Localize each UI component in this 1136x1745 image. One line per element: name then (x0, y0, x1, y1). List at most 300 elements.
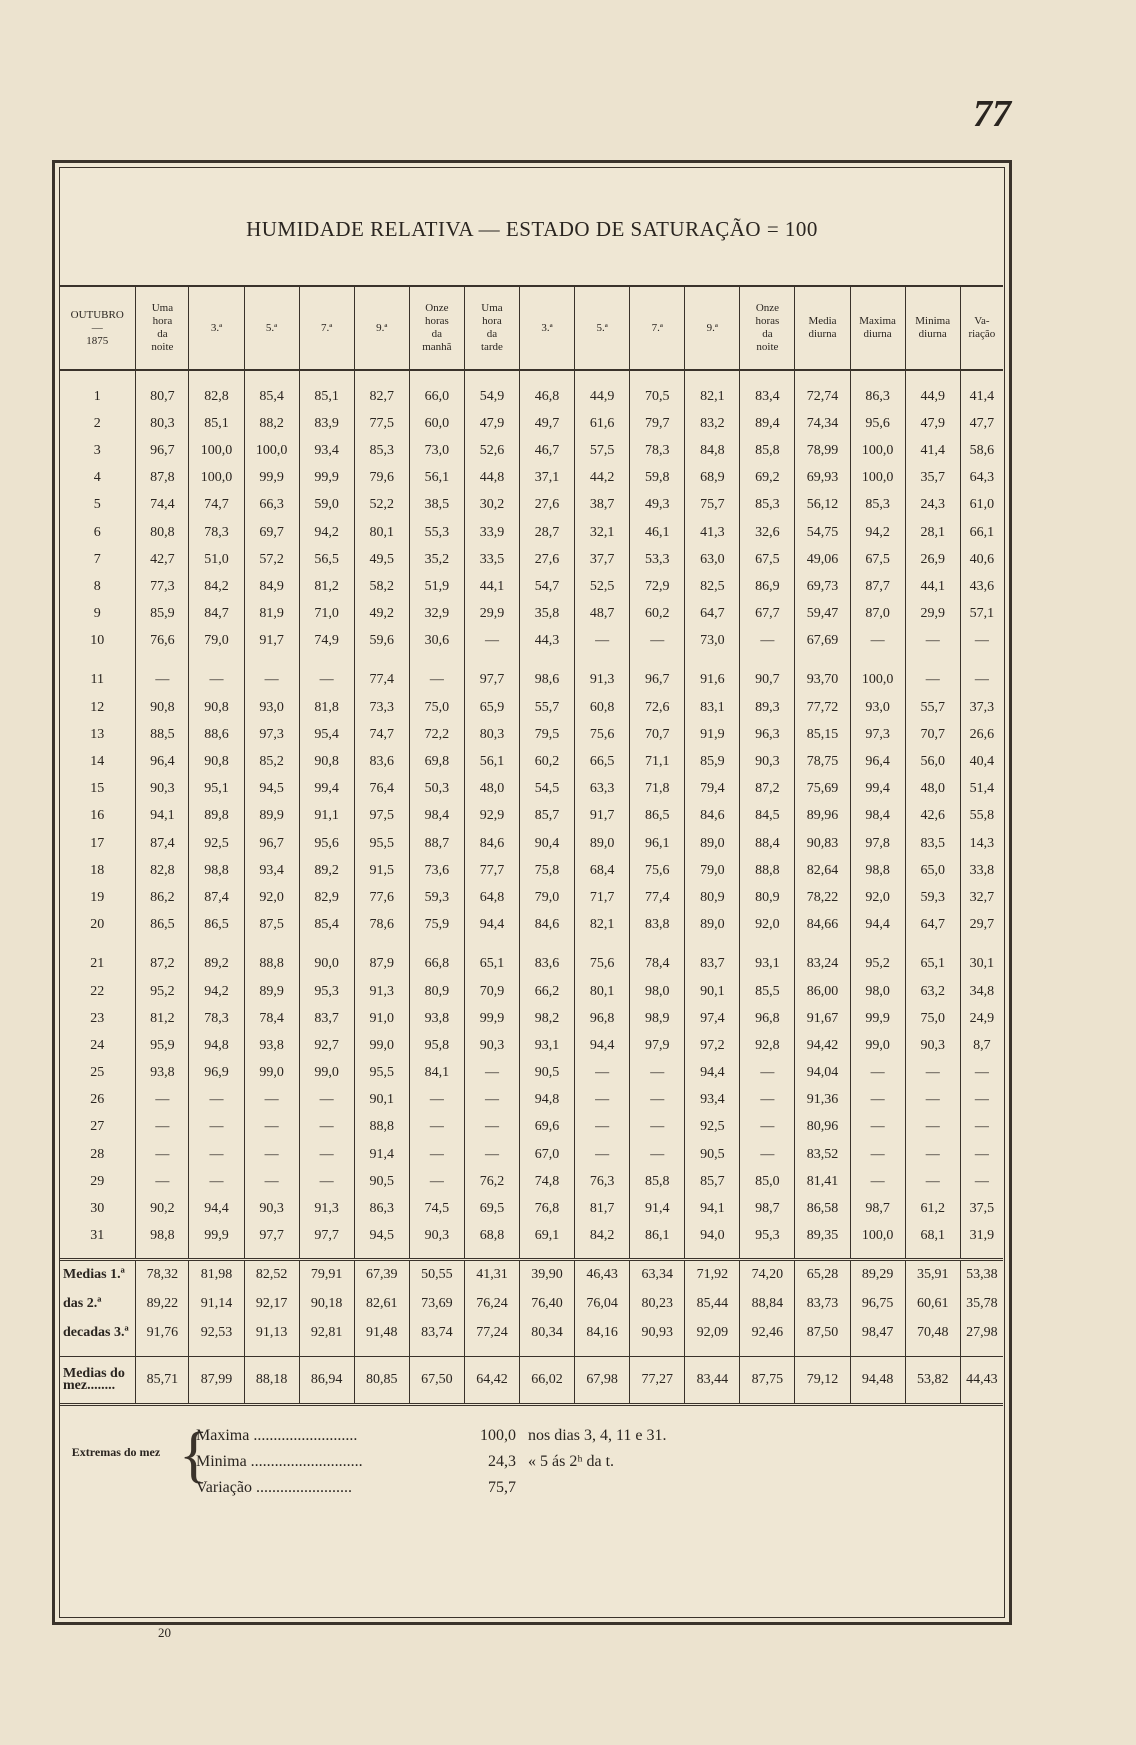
decade-label: Medias 1.ª (63, 1267, 125, 1283)
value-cell: 94,1 (685, 1195, 740, 1222)
day-cell: 5 (93, 497, 101, 513)
value-cell: 89,29 (850, 1259, 905, 1290)
value-cell: 85,8 (630, 1168, 685, 1195)
column-header-line: Uma (481, 302, 503, 314)
value-cell: 53,82 (905, 1356, 960, 1404)
value-cell: 96,7 (136, 437, 189, 464)
value-cell: 100,0 (850, 437, 905, 464)
value-cell: 98,8 (189, 857, 244, 884)
value-cell: 95,2 (136, 978, 189, 1005)
value-cell: 32,6 (740, 519, 795, 546)
column-header-line: Onze (755, 302, 780, 314)
value-cell: — (905, 628, 960, 655)
value-cell: 94,4 (575, 1032, 630, 1059)
value-cell: 73,69 (409, 1290, 464, 1319)
value-cell: 30,2 (464, 492, 519, 519)
column-header-line: Minima (915, 315, 951, 327)
value-cell: 78,4 (630, 951, 685, 978)
value-cell: 97,3 (244, 721, 299, 748)
value-cell: 44,3 (520, 628, 575, 655)
column-header (630, 286, 685, 370)
value-cell: 86,3 (354, 1195, 409, 1222)
value-cell: 84,5 (740, 803, 795, 830)
table-row (59, 383, 1003, 410)
day-cell: 4 (93, 470, 101, 486)
value-cell: 70,7 (905, 721, 960, 748)
value-cell: 94,5 (354, 1223, 409, 1250)
value-cell: — (409, 1087, 464, 1114)
value-cell: 92,8 (740, 1032, 795, 1059)
value-cell: 90,18 (299, 1290, 354, 1319)
value-cell: 80,3 (136, 410, 189, 437)
value-cell: 60,61 (905, 1290, 960, 1319)
value-cell: 90,5 (520, 1060, 575, 1087)
value-cell: 52,2 (354, 492, 409, 519)
value-cell: 85,15 (795, 721, 850, 748)
value-cell: 77,7 (464, 857, 519, 884)
value-cell: 98,7 (740, 1195, 795, 1222)
value-cell: 65,1 (905, 951, 960, 978)
value-cell: 37,1 (520, 465, 575, 492)
value-cell: 80,8 (136, 519, 189, 546)
column-header-line: horas (755, 315, 780, 327)
value-cell: 60,8 (575, 694, 630, 721)
table-row (59, 1005, 1003, 1032)
value-cell: 77,24 (464, 1319, 519, 1348)
value-cell: 82,9 (299, 884, 354, 911)
value-cell: 63,2 (905, 978, 960, 1005)
value-cell: 82,52 (244, 1259, 299, 1290)
value-cell: 97,4 (685, 1005, 740, 1032)
value-cell: 29,9 (905, 601, 960, 628)
column-header-line: 7.ª (651, 321, 663, 334)
value-cell: 99,0 (354, 1032, 409, 1059)
value-cell: 77,3 (136, 573, 189, 600)
value-cell: 94,8 (189, 1032, 244, 1059)
value-cell: 89,0 (685, 830, 740, 857)
table-row (59, 437, 1003, 464)
value-cell: — (299, 1168, 354, 1195)
value-cell: 66,5 (575, 748, 630, 775)
value-cell: 97,8 (850, 830, 905, 857)
value-cell: 87,7 (850, 573, 905, 600)
value-cell: — (189, 1168, 244, 1195)
value-cell: 83,5 (905, 830, 960, 857)
value-cell: 78,32 (136, 1259, 189, 1290)
column-header-line: Maxima (859, 315, 896, 327)
value-cell: 40,4 (960, 748, 1003, 775)
value-cell: 95,3 (740, 1223, 795, 1250)
value-cell: 84,2 (575, 1223, 630, 1250)
value-cell: 76,24 (464, 1290, 519, 1319)
value-cell: 32,9 (409, 601, 464, 628)
value-cell: 82,61 (354, 1290, 409, 1319)
value-cell: — (630, 1087, 685, 1114)
value-cell: 91,7 (244, 628, 299, 655)
value-cell: 69,6 (520, 1114, 575, 1141)
value-cell: 96,4 (850, 748, 905, 775)
value-cell: — (960, 1087, 1003, 1114)
value-cell: 95,6 (850, 410, 905, 437)
value-cell: 76,40 (520, 1290, 575, 1319)
value-cell: — (575, 1114, 630, 1141)
value-cell: 88,6 (189, 721, 244, 748)
value-cell: 85,2 (244, 748, 299, 775)
value-cell: — (464, 1141, 519, 1168)
value-cell: — (244, 1141, 299, 1168)
value-cell: 84,1 (409, 1060, 464, 1087)
day-cell: 21 (90, 956, 105, 972)
value-cell: — (960, 1168, 1003, 1195)
value-cell: — (740, 1087, 795, 1114)
value-cell: 77,4 (630, 884, 685, 911)
day-cell: 22 (90, 983, 105, 999)
value-cell: 33,9 (464, 519, 519, 546)
value-cell: 26,9 (905, 546, 960, 573)
value-cell: — (960, 1141, 1003, 1168)
value-cell: — (244, 667, 299, 694)
value-cell: 83,52 (795, 1141, 850, 1168)
value-cell: 35,91 (905, 1259, 960, 1290)
value-cell: 27,6 (520, 546, 575, 573)
column-header-line: 1875 (86, 334, 109, 347)
value-cell: 87,4 (189, 884, 244, 911)
value-cell: 49,2 (354, 601, 409, 628)
value-cell: 93,8 (136, 1060, 189, 1087)
value-cell: — (630, 1114, 685, 1141)
value-cell: 79,12 (795, 1356, 850, 1404)
value-cell: 34,8 (960, 978, 1003, 1005)
column-header (520, 286, 575, 370)
value-cell: 52,6 (464, 437, 519, 464)
column-header-line: 5.ª (596, 321, 608, 334)
column-header-line: Onze (425, 302, 449, 314)
value-cell: 51,9 (409, 573, 464, 600)
value-cell: 75,7 (685, 492, 740, 519)
value-cell: 65,28 (795, 1259, 850, 1290)
value-cell: 30,1 (960, 951, 1003, 978)
value-cell: 49,06 (795, 546, 850, 573)
value-cell: 41,3 (685, 519, 740, 546)
value-cell: 89,0 (685, 912, 740, 939)
table-row (59, 573, 1003, 600)
value-cell: 51,0 (189, 546, 244, 573)
extreme-max: Maxima .......................... 100,0 nos dias 3, 4, 11 e 31. (196, 1427, 667, 1444)
value-cell: 86,5 (189, 912, 244, 939)
value-cell: 50,55 (409, 1259, 464, 1290)
value-cell: 95,3 (299, 978, 354, 1005)
value-cell: 80,23 (630, 1290, 685, 1319)
value-cell: 98,6 (520, 667, 575, 694)
table-row (59, 1060, 1003, 1087)
column-header-line: hora (482, 315, 502, 327)
value-cell: 73,3 (354, 694, 409, 721)
value-cell: 93,70 (795, 667, 850, 694)
decade-ordinal: 1.ª (110, 1267, 125, 1283)
value-cell: 27,6 (520, 492, 575, 519)
value-cell: 90,8 (136, 694, 189, 721)
value-cell: 85,7 (685, 1168, 740, 1195)
value-cell: 94,4 (850, 912, 905, 939)
value-cell: 92,0 (244, 884, 299, 911)
column-header-line: hora (152, 315, 173, 327)
value-cell: 66,3 (244, 492, 299, 519)
column-header-line: 7.ª (321, 321, 333, 334)
value-cell: 78,3 (189, 1005, 244, 1032)
value-cell: 44,8 (464, 465, 519, 492)
value-cell: 68,8 (464, 1223, 519, 1250)
table-row (59, 830, 1003, 857)
value-cell: 69,2 (740, 465, 795, 492)
value-cell: 83,9 (299, 410, 354, 437)
value-cell: 76,2 (464, 1168, 519, 1195)
value-cell: 93,0 (850, 694, 905, 721)
decade-row (59, 1259, 1003, 1290)
value-cell: 67,98 (575, 1356, 630, 1404)
value-cell: 94,2 (299, 519, 354, 546)
month-mean-row (59, 1356, 1003, 1404)
value-cell: 81,9 (244, 601, 299, 628)
value-cell: 99,4 (850, 776, 905, 803)
value-cell: 89,9 (244, 978, 299, 1005)
column-header-line: noite (151, 341, 174, 353)
day-cell: 7 (93, 551, 101, 567)
day-cell: 29 (90, 1173, 105, 1189)
value-cell: 95,2 (850, 951, 905, 978)
value-cell: 66,8 (409, 951, 464, 978)
value-cell: — (575, 1141, 630, 1168)
value-cell: 86,1 (630, 1223, 685, 1250)
value-cell: 70,9 (464, 978, 519, 1005)
day-cell: 2 (93, 415, 101, 431)
value-cell: 76,6 (136, 628, 189, 655)
value-cell: 90,3 (464, 1032, 519, 1059)
value-cell: 59,8 (630, 465, 685, 492)
extreme-variation: Variação ........................ 75,7 (196, 1479, 516, 1496)
value-cell: 91,36 (795, 1087, 850, 1114)
value-cell: 78,75 (795, 748, 850, 775)
value-cell: 84,9 (244, 573, 299, 600)
value-cell: 96,9 (189, 1060, 244, 1087)
value-cell: 35,8 (520, 601, 575, 628)
day-cell: 23 (90, 1010, 105, 1026)
value-cell: 54,7 (520, 573, 575, 600)
table-row (59, 546, 1003, 573)
value-cell: 71,0 (299, 601, 354, 628)
value-cell: 57,2 (244, 546, 299, 573)
value-cell: 44,2 (575, 465, 630, 492)
value-cell: 98,8 (850, 857, 905, 884)
value-cell: 100,0 (850, 465, 905, 492)
value-cell: 81,7 (575, 1195, 630, 1222)
value-cell: 94,4 (685, 1060, 740, 1087)
value-cell: 83,7 (685, 951, 740, 978)
value-cell: 75,0 (409, 694, 464, 721)
value-cell: 94,8 (520, 1087, 575, 1114)
value-cell: 89,35 (795, 1223, 850, 1250)
value-cell: 96,75 (850, 1290, 905, 1319)
value-cell: 85,71 (136, 1356, 189, 1404)
value-cell: 85,8 (740, 437, 795, 464)
value-cell: 80,9 (409, 978, 464, 1005)
value-cell: — (409, 1168, 464, 1195)
table-row (59, 1195, 1003, 1222)
value-cell: 66,02 (520, 1356, 575, 1404)
column-header-line: OUTUBRO (70, 308, 124, 321)
value-cell: 72,2 (409, 721, 464, 748)
table-frame (52, 160, 1012, 1625)
value-cell: 74,7 (189, 492, 244, 519)
value-cell: 76,8 (520, 1195, 575, 1222)
value-cell: 79,91 (299, 1259, 354, 1290)
value-cell: 73,6 (409, 857, 464, 884)
table-body (59, 370, 1003, 1404)
value-cell: 84,6 (520, 912, 575, 939)
value-cell: 69,93 (795, 465, 850, 492)
value-cell: 97,5 (354, 803, 409, 830)
value-cell: 89,2 (299, 857, 354, 884)
value-cell: — (960, 667, 1003, 694)
value-cell: 75,0 (905, 1005, 960, 1032)
value-cell: 71,92 (685, 1259, 740, 1290)
value-cell: 99,9 (464, 1005, 519, 1032)
value-cell: 93,4 (244, 857, 299, 884)
value-cell: 85,3 (354, 437, 409, 464)
table-row (59, 410, 1003, 437)
value-cell: 99,0 (244, 1060, 299, 1087)
day-cell: 27 (90, 1119, 105, 1135)
column-header-line: da (486, 328, 498, 340)
value-cell: 52,5 (575, 573, 630, 600)
value-cell: 85,9 (685, 748, 740, 775)
day-cell: 28 (90, 1146, 105, 1162)
value-cell: 59,3 (905, 884, 960, 911)
column-header-line: 3.ª (541, 321, 553, 334)
value-cell: — (905, 1141, 960, 1168)
value-cell: 60,2 (630, 601, 685, 628)
table-row (59, 803, 1003, 830)
value-cell: 46,7 (520, 437, 575, 464)
value-cell: — (850, 1087, 905, 1114)
decade-row (59, 1290, 1003, 1319)
table-row (59, 912, 1003, 939)
value-cell: 63,34 (630, 1259, 685, 1290)
column-header (850, 286, 905, 370)
day-cell: 25 (90, 1065, 105, 1081)
value-cell: 94,2 (850, 519, 905, 546)
table-row (59, 1223, 1003, 1250)
header-row (59, 286, 1003, 370)
value-cell: 61,0 (960, 492, 1003, 519)
value-cell: 92,0 (740, 912, 795, 939)
value-cell: 81,41 (795, 1168, 850, 1195)
value-cell: — (905, 1168, 960, 1195)
value-cell: 70,7 (630, 721, 685, 748)
column-header-line: da (157, 328, 168, 340)
value-cell: 82,64 (795, 857, 850, 884)
value-cell: 68,4 (575, 857, 630, 884)
value-cell: 65,1 (464, 951, 519, 978)
value-cell: 90,2 (136, 1195, 189, 1222)
value-cell: 99,0 (850, 1032, 905, 1059)
value-cell: 86,58 (795, 1195, 850, 1222)
value-cell: 67,69 (795, 628, 850, 655)
value-cell: 64,3 (960, 465, 1003, 492)
table-row (59, 694, 1003, 721)
value-cell: 94,42 (795, 1032, 850, 1059)
value-cell: 44,1 (464, 573, 519, 600)
value-cell: 95,5 (354, 830, 409, 857)
value-cell: 75,8 (520, 857, 575, 884)
value-cell: — (244, 1114, 299, 1141)
column-header-line: 3.ª (210, 321, 223, 334)
day-cell: 12 (90, 699, 105, 715)
value-cell: — (464, 1060, 519, 1087)
value-cell: 90,7 (740, 667, 795, 694)
value-cell: 88,7 (409, 830, 464, 857)
value-cell: 90,93 (630, 1319, 685, 1348)
value-cell: 69,5 (464, 1195, 519, 1222)
value-cell: 91,1 (299, 803, 354, 830)
column-header-line: horas (424, 315, 449, 327)
column-header (59, 286, 136, 370)
value-cell: 33,5 (464, 546, 519, 573)
value-cell: 91,4 (354, 1141, 409, 1168)
value-cell: — (630, 1141, 685, 1168)
value-cell: 93,8 (409, 1005, 464, 1032)
value-cell: — (409, 1114, 464, 1141)
value-cell: 94,48 (850, 1356, 905, 1404)
value-cell: 74,7 (354, 721, 409, 748)
value-cell: 72,74 (795, 383, 850, 410)
value-cell: 87,50 (795, 1319, 850, 1348)
extremes-label: Extremas do mez (71, 1445, 161, 1459)
value-cell: 98,8 (136, 1223, 189, 1250)
value-cell: 79,0 (520, 884, 575, 911)
footer-mark: 20 (158, 1625, 171, 1640)
value-cell: 92,81 (299, 1319, 354, 1348)
day-cell: 31 (90, 1228, 105, 1244)
value-cell: 90,0 (299, 951, 354, 978)
value-cell: 94,0 (685, 1223, 740, 1250)
value-cell: 77,4 (354, 667, 409, 694)
column-header-line: diurna (863, 328, 892, 340)
value-cell: 82,8 (189, 383, 244, 410)
value-cell: 8,7 (960, 1032, 1003, 1059)
value-cell: 71,1 (630, 748, 685, 775)
value-cell: 98,4 (850, 803, 905, 830)
value-cell: — (850, 1060, 905, 1087)
value-cell: 91,9 (685, 721, 740, 748)
value-cell: 83,24 (795, 951, 850, 978)
value-cell: 80,9 (685, 884, 740, 911)
value-cell: 59,3 (409, 884, 464, 911)
value-cell: 71,8 (630, 776, 685, 803)
day-cell: 1 (93, 388, 101, 404)
value-cell: — (244, 1168, 299, 1195)
value-cell: — (136, 667, 189, 694)
value-cell: 98,0 (630, 978, 685, 1005)
value-cell: 89,4 (740, 410, 795, 437)
day-cell: 8 (93, 578, 101, 594)
value-cell: 75,69 (795, 776, 850, 803)
value-cell: 93,4 (685, 1087, 740, 1114)
value-cell: — (299, 1087, 354, 1114)
value-cell: — (299, 667, 354, 694)
value-cell: — (960, 1114, 1003, 1141)
value-cell: 84,6 (685, 803, 740, 830)
value-cell: 96,8 (740, 1005, 795, 1032)
